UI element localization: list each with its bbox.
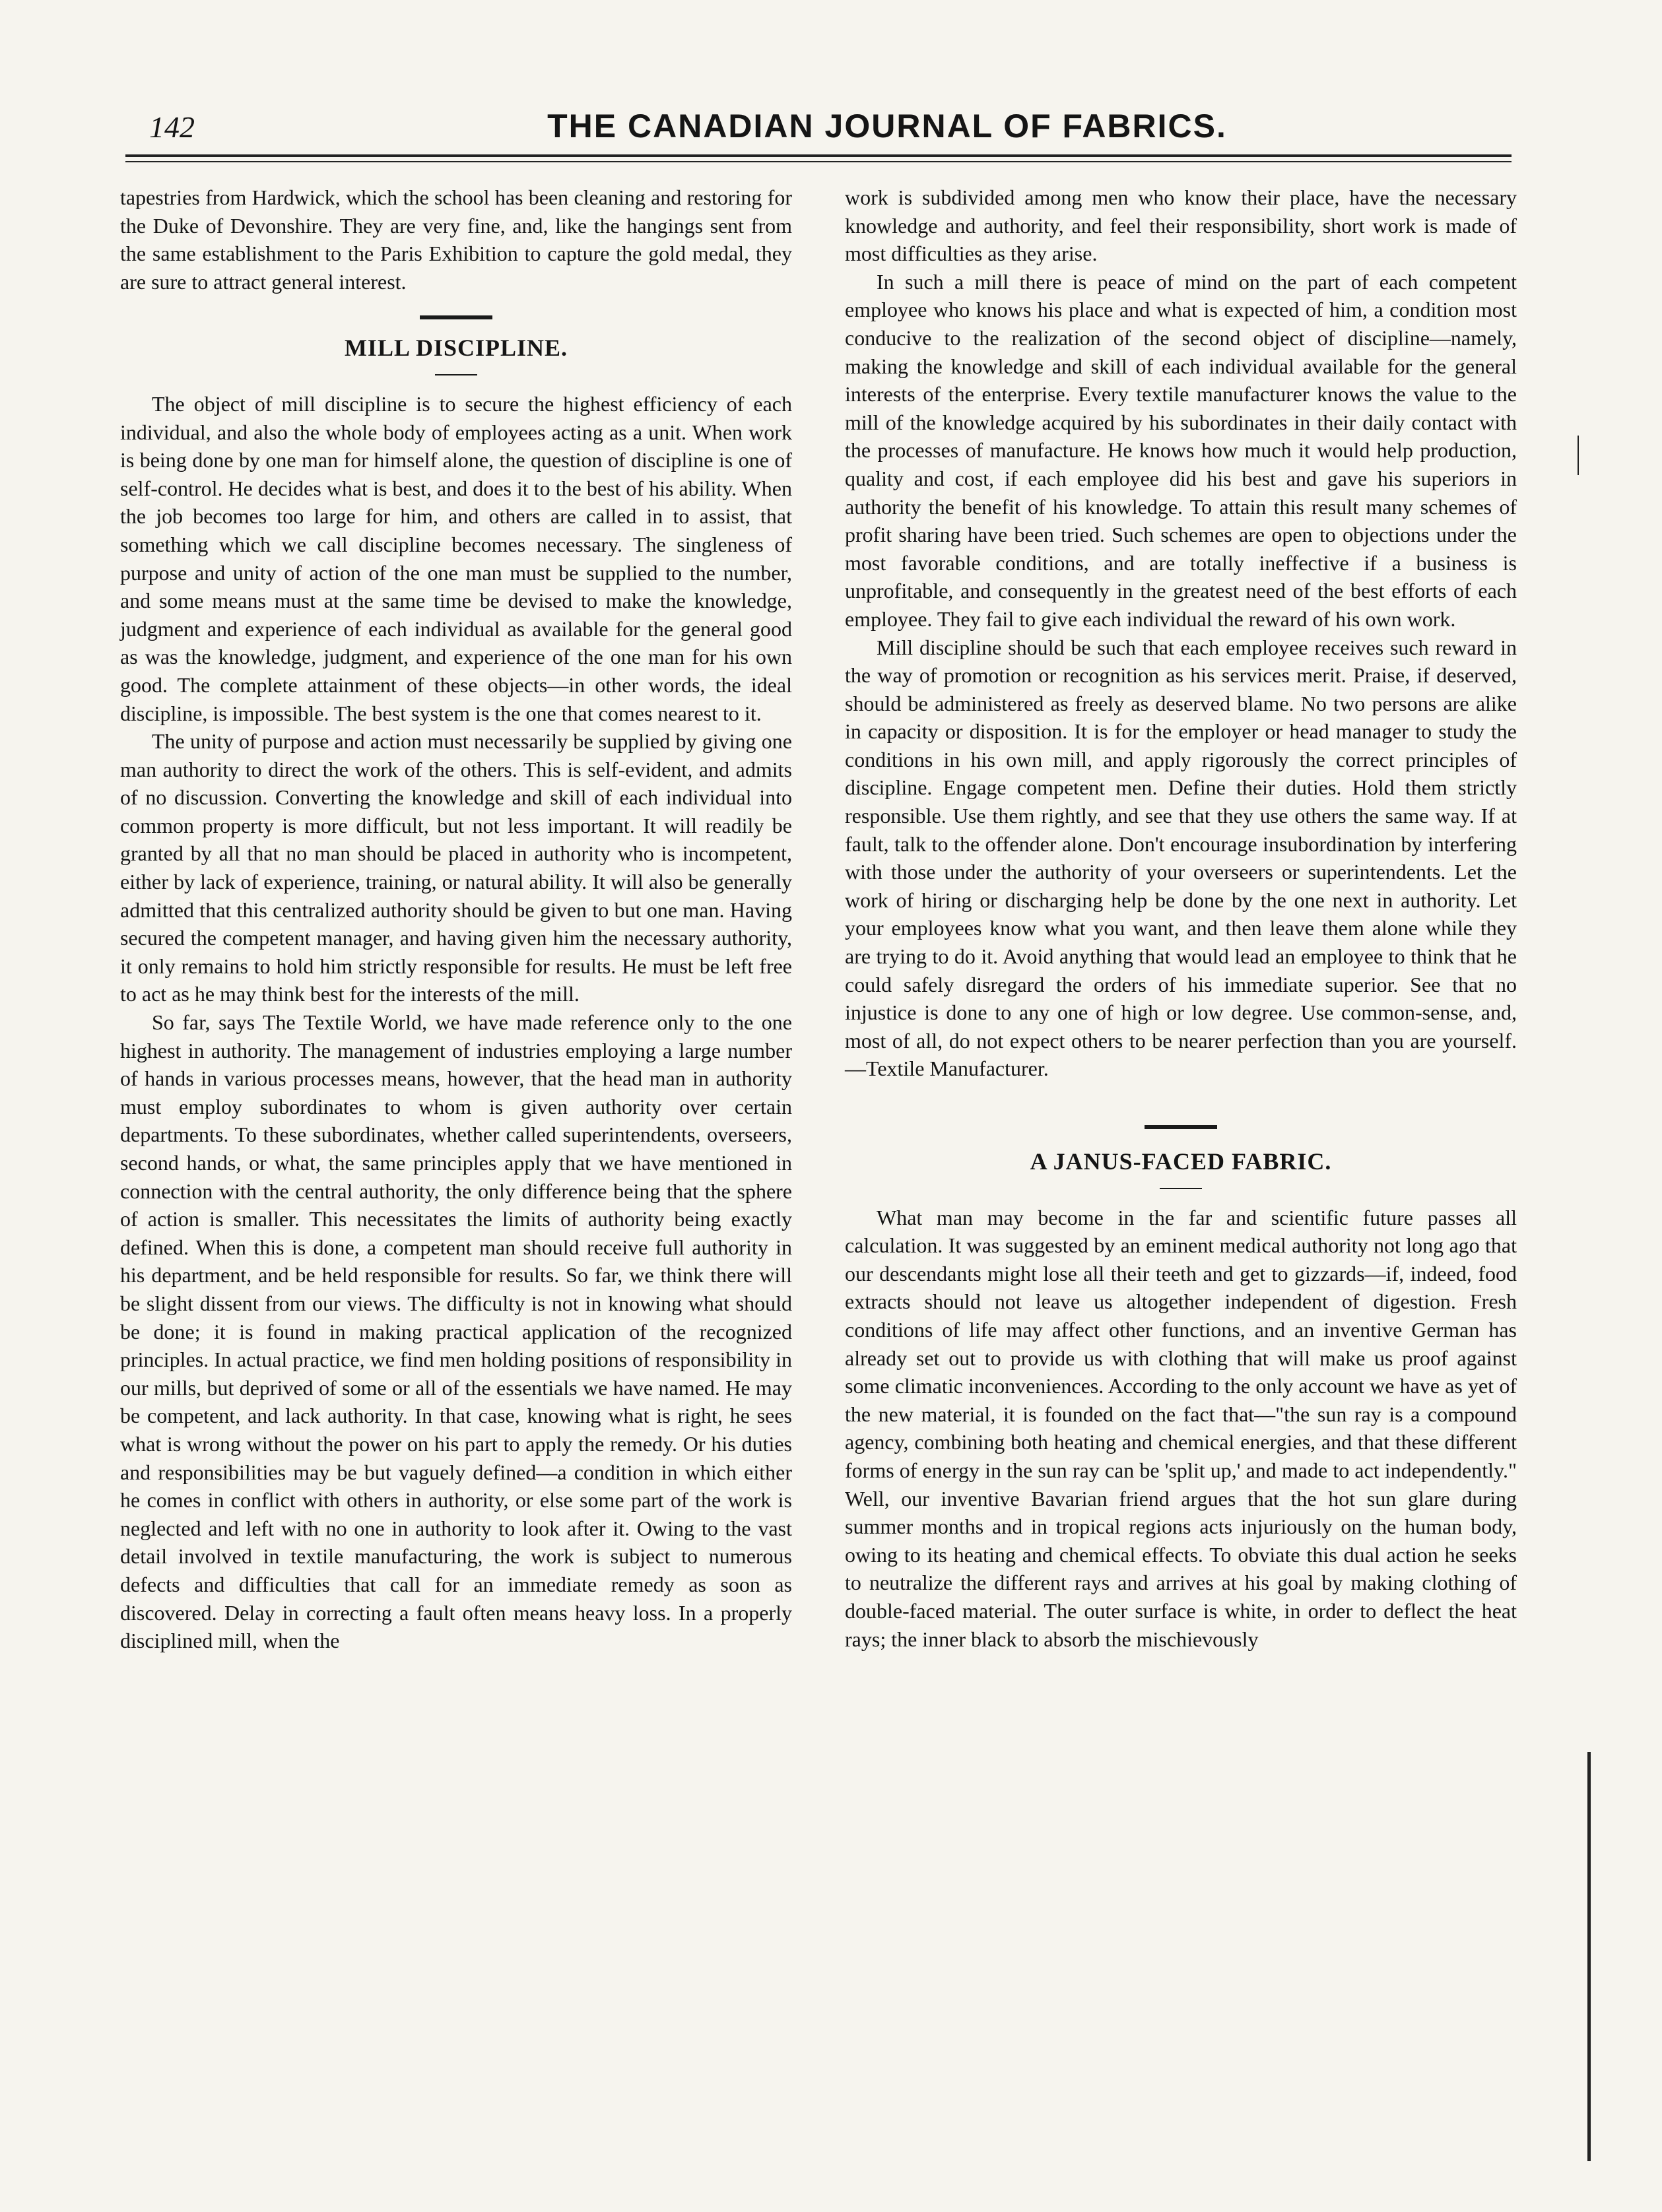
header-rule-thick bbox=[125, 154, 1512, 157]
article-paragraph: The unity of purpose and action must necessarily be supplied by giving one man authority to direct the work of the others. This is self-evident, and admits of no discussion. Converting the knowledge and skill of each individual into common property is more difficult, but not less important. It will readily be granted by all that no man should be placed in authority who is incompetent, either by lack of experience, training, or natural ability. It will also be generally admitted that this centralized authority should be given to but one man. Having secured the competent manager, and having given him the necessary authority, it only remains to hold him strictly responsible for results. He must be left free to act as he may think best for the interests of the mill. bbox=[120, 729, 792, 1006]
article-heading-mill-discipline: MILL DISCIPLINE. bbox=[344, 335, 568, 362]
article-paragraph: Mill discipline should be such that each employee receives such reward in the way of promotion or recognition as his services merit. Praise, if deserved, should be administered as freely as deserved blame. No two persons are alike in capacity or disposition. It is for the employer or head manager to study the conditions in his own mill, and apply rigorously the correct principles of discipline. Engage competent men. Define their duties. Hold them strictly responsible. Use them rightly, and see that they use others the same way. If at fault, talk to the offender alone. Don't encourage insubordination by interfering with those under the authority of your overseers or superintendents. Let the work of hiring or discharging help be done by the one next in authority. Let your employees know what you want, and then leave them alone while they are trying to do it. Avoid anything that would lead an employee to think that he could safely disregard the orders of his immediate superior. See that no injustice is done to any one of high or low degree. Use common-sense, and, most of all, do not expect others to be nearer perfection than you are yourself.—Textile Manufacturer. bbox=[845, 635, 1517, 1081]
article-paragraph: So far, says The Textile World, we have made reference only to the one highest in authority. The management of industries employing a large number of hands in various processes means, however, that the head man in authority must employ subordinates to whom is given authority over certain departments. To these subordinates, whether called superintendents, overseers, second hands, or what, the same principles apply that we have mentioned in connection with the central authority, the only difference being that the sphere of action is smaller. This necessitates the limits of authority being exactly defined. When this is done, a competent man should receive full authority in his department, and be held responsible for results. So far, we think there will be slight dissent from our views. The difficulty is not in knowing what should be done; it is found in making practical application of the recognized principles. In actual practice, we find men holding positions of responsibility in our mills, but deprived of some or all of the essentials we have named. He may be competent, and lack authority. In that case, knowing what is right, he sees what is wrong without the power on his part to apply the remedy. Or his duties and responsibilities may be but vaguely defined—a condition in which either he comes in conflict with others in authority, or else some part of the work is neglected and left with no one in authority to look after it. Owing to the vast detail involved in textile manufacturing, the work is subject to numerous defects and difficulties that call for an immediate remedy as soon as discovered. Delay in correcting a fault often means heavy loss. In a properly disciplined mill, when the bbox=[120, 1010, 792, 1653]
left-column bbox=[120, 183, 792, 1655]
right-column bbox=[845, 183, 1517, 1653]
continued-paragraph: tapestries from Hardwick, which the school has been cleaning and restoring for the Duke of Devonshire. They are very fine, and, like the hangings sent from the same establishment to the Paris Exhibition to capture the gold medal, they are sure to attract general interest. bbox=[120, 185, 792, 294]
running-title: THE CANADIAN JOURNAL OF FABRICS. bbox=[547, 108, 1227, 145]
article-paragraph: What man may become in the far and scientific future passes all calculation. It was suggested by an eminent medical authority not long ago that our descendants might lose all their teeth and get to gizzards—if, indeed, food extracts should not leave us altogether independent of digestion. Fresh conditions of life may affect other functions, and an inventive German has already set out to provide us with clothing that will make us proof against some climatic inconveniences. According to the only account we have as yet of the new material, it is founded on the fact that—"the sun ray is a compound agency, combining both heating and chemical energies, and that these different forms of energy in the sun ray can be 'split up,' and made to act independently." Well, our inventive Bavarian friend argues that the hot sun glare during summer months and in tropical regions acts injuriously on the human body, owing to its heating and chemical effects. To obviate this dual action he seeks to neutralize the different rays and arrives at his goal by making clothing of double-faced material. The outer surface is white, in order to deflect the heat rays; the inner black to absorb the mischievously bbox=[845, 1205, 1517, 1651]
article-paragraph: The object of mill discipline is to secure the highest efficiency of each individual, and also the whole body of employees acting as a unit. When work is being done by one man for himself alone, the question of discipline is one of self-control. He decides what is best, and does it to the best of his ability. When the job becomes too large for him, and others are called in to assist, that something which we call discipline becomes necessary. The singleness of purpose and unity of action of the one man must be supplied to the number, and some means must at the same time be devised to make the knowledge, judgment and experience of each individual as available for the general good as was the knowledge, judgment, and experience of the one man for his own good. The complete attainment of these objects—in other words, the ideal discipline, is impossible. The best system is the one that comes nearest to it. bbox=[120, 391, 792, 725]
margin-scan-mark bbox=[1587, 1752, 1591, 2161]
article-paragraph: In such a mill there is peace of mind on the part of each competent employee who knows his place and what is expected of him, a condition most conducive to the realization of the second object of discipline—namely, making the knowledge and skill of each individual available for the general interests of the enterprise. Every textile manufacturer knows the value to the mill of the knowledge acquired by his subordinates in their daily contact with the processes of manufacture. He knows how much it would help production, quality and cost, if each employee did his best and gave his superiors in authority the benefit of his knowledge. To attain this result many schemes of profit sharing have been tried. Such schemes are open to objections under the most favorable conditions, and are totally ineffective if a business is unprofitable, and consequently in the greatest need of the best efforts of each employee. They fail to give each individual the reward of his own work. bbox=[845, 269, 1517, 631]
page-number: 142 bbox=[149, 110, 195, 144]
article-heading-janus-faced-fabric: A JANUS-FACED FABRIC. bbox=[1030, 1148, 1332, 1175]
header-rule-thin bbox=[125, 161, 1512, 162]
margin-scan-mark bbox=[1578, 436, 1579, 475]
continued-paragraph: work is subdivided among men who know their place, have the necessary knowledge and authority, and feel their responsibility, short work is made of most difficulties as they arise. bbox=[845, 185, 1517, 266]
